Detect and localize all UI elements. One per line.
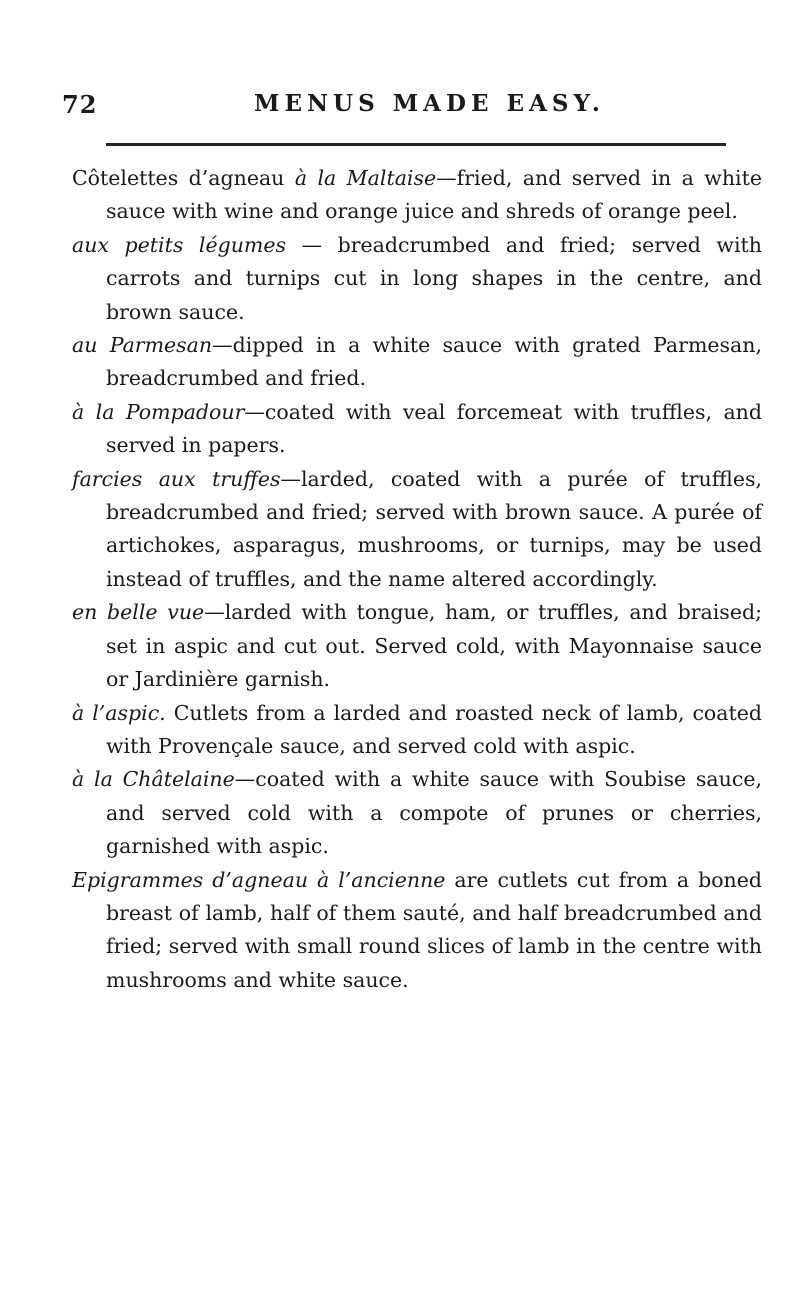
- entry-title: aux petits légumes: [72, 232, 286, 257]
- entry-chatelaine: [72, 763, 762, 863]
- entry-maltaise: [72, 162, 762, 229]
- entry-title: au Parmesan: [72, 333, 213, 358]
- entry-title: à l’aspic.: [72, 700, 166, 725]
- entry-text: Cutlets from a larded and roasted neck of lamb, coated with Provençale sauce, and served cold with aspic.: [106, 700, 762, 758]
- recipe-list: [72, 162, 762, 997]
- entry-lead: Côtelettes d’agneau: [72, 166, 295, 190]
- entry-parmesan: [72, 329, 762, 396]
- entry-title: à la Maltaise: [294, 166, 437, 190]
- entry-farcies: [72, 463, 762, 597]
- entry-title: à la Châtelaine: [72, 767, 235, 792]
- entry-title: Epigrammes d’agneau à l’ancienne: [72, 867, 446, 892]
- entry-text: —larded, coated with a purée of truffles, breadcrumbed and fried; served with brown sauce. A purée of artichokes, asparagus, mushrooms, or turnips, may be used instead of truffles, and the name altered accordingly.: [106, 466, 762, 591]
- entry-belle-vue: [72, 596, 762, 696]
- entry-text: — breadcrumbed and fried; served with carrots and turnips cut in long shapes in the centre, and brown sauce.: [106, 232, 762, 324]
- running-title: MENUS MADE EASY.: [254, 90, 605, 117]
- entry-text: —coated with veal forcemeat with truffles, and served in papers.: [106, 399, 762, 458]
- page-header: [0, 80, 800, 124]
- entry-pompadour: [72, 396, 762, 463]
- header-rule: [106, 143, 726, 146]
- entry-title: farcies aux truffes: [72, 466, 281, 491]
- entry-petits-legumes: [72, 229, 762, 329]
- page-number: 72: [62, 90, 98, 119]
- entry-text: —larded with tongue, ham, or truffles, and braised; set in aspic and cut out. Served cold, with Mayonnaise sauce or Jardinière garnish.: [106, 600, 762, 692]
- entry-text: are cutlets cut from a boned breast of lamb, half of them sauté, and half breadcrumbed and fried; served with small round slices of lamb in the centre with mushrooms and white sauce.: [106, 867, 762, 992]
- entry-text: —fried, and served in a white sauce with wine and orange juice and shreds of orange peel.: [106, 166, 762, 224]
- entry-text: —dipped in a white sauce with grated Parmesan, breadcrumbed and fried.: [106, 333, 762, 391]
- entry-text: —coated with a white sauce with Soubise sauce, and served cold with a compote of prunes or cherries, garnished with aspic.: [106, 767, 762, 859]
- entry-title: en belle vue: [72, 600, 205, 625]
- entry-aspic: [72, 697, 762, 764]
- entry-epigrammes: [72, 864, 762, 998]
- entry-title: à la Pompadour: [72, 399, 245, 424]
